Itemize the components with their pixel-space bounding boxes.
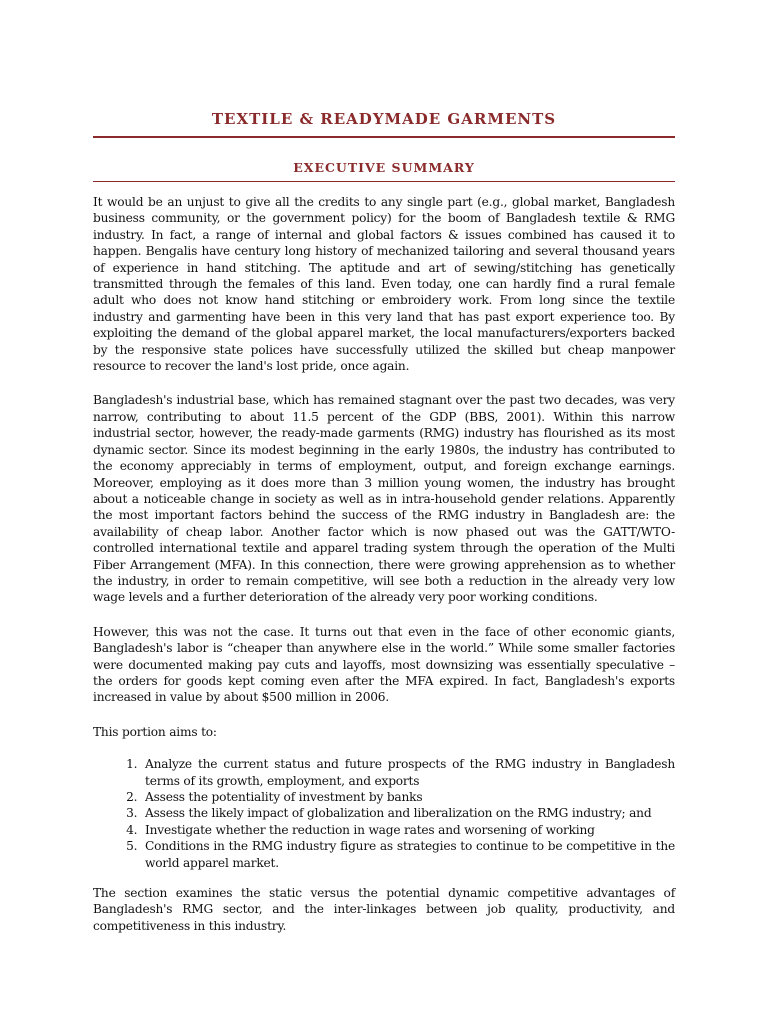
paragraph-intro: It would be an unjust to give all the credits to any single part (e.g., global market, Bangladesh business community, or the government policy) for the boom of Bangladesh textile & RMG industry. In fact, a range of internal and global factors & issues combined has caused it to happen. Bengalis have century long history of mechanized tailoring and several thousand years of experience in hand stitching. The aptitude and art of sewing/stitching has genetically transmitted through the females of this land. Even today, one can hardly find a rural female adult who does not know hand stitching or embroidery work. From long since the textile industry and garmenting have been in this very land that has past export experience too. By exploiting the demand of the global apparel market, the local manufacturers/exporters backed by the responsive state polices have successfully utilized the skilled but cheap manpower resource to recover the land's lost pride, once again. [93, 195, 675, 374]
paragraph-aims-intro: This portion aims to: [93, 724, 217, 739]
list-item: 1. Analyze the current status and future prospects of the RMG industry in Bangladesh terms of its growth, employment, and exports [141, 756, 675, 789]
paragraph-closing: The section examines the static versus the potential dynamic competitive advantages of Bangladesh's RMG sector, and the inter-linkages between job quality, productivity, and competitiveness in this industry. [93, 886, 675, 933]
section-heading: EXECUTIVE SUMMARY [93, 160, 675, 182]
paragraph-industrial-base: Bangladesh's industrial base, which has remained stagnant over the past two decades, was very narrow, contributing to about 11.5 percent of the GDP (BBS, 2001). Within this narrow industrial sector, however, the ready-made garments (RMG) industry has flourished as its most dynamic sector. Since its modest beginning in the early 1980s, the industry has contributed to the economy appreciably in terms of employment, output, and foreign exchange earnings. Moreover, employing as it does more than 3 million young women, the industry has brought about a noticeable change in society as well as in intra-household gender relations. Apparently the most important factors behind the success of the RMG industry in Bangladesh are: the availability of cheap labor. Another factor which is now phased out was the GATT/WTO-controlled international textile and apparel trading system through the operation of the Multi Fiber Arrangement (MFA). In this connection, there were growing apprehension as to whether the industry, in order to remain competitive, will see both a reduction in the already very low wage levels and a further deterioration of the already very poor working conditions. [93, 393, 675, 605]
list-item: 3. Assess the likely impact of globalization and liberalization on the RMG industry; and [141, 805, 675, 821]
paragraph-however: However, this was not the case. It turns out that even in the face of other economic giants, Bangladesh's labor is “cheaper than anywhere else in the world.” While some smaller factories were documented making pay cuts and layoffs, most downsizing was essentially speculative – the orders for goods kept coming even after the MFA expired. In fact, Bangladesh's exports increased in value by about $500 million in 2006. [93, 624, 675, 705]
list-item: 5. Conditions in the RMG industry figure as strategies to continue to be competitive in the world apparel market. [141, 838, 675, 871]
aims-list [93, 756, 675, 871]
list-item: 2. Assess the potentiality of investment by banks [141, 789, 675, 805]
document-page [93, 110, 675, 934]
list-item: 4. Investigate whether the reduction in wage rates and worsening of working [141, 822, 675, 838]
document-title: TEXTILE & READYMADE GARMENTS [93, 110, 675, 138]
